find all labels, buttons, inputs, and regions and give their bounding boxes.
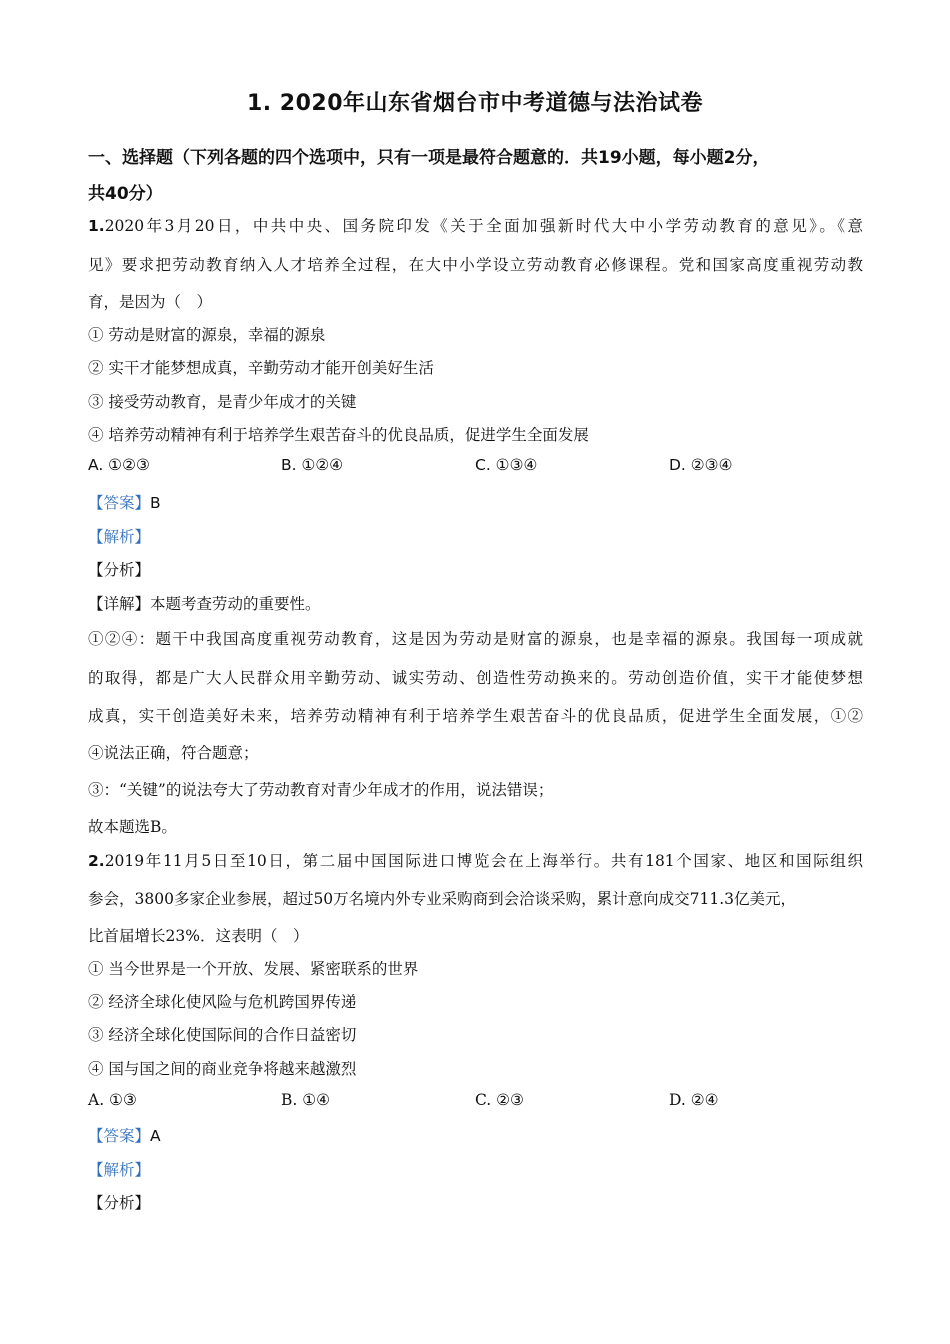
q1-stem-line1 [88, 214, 863, 236]
section-heading-line1: 一、选择题（下列各题的四个选项中，只有一项是最符合题意的．共19小题，每小题2分， [88, 148, 770, 168]
q2-option-d: D. ②④ [669, 1091, 719, 1109]
q2-stem-line3: 比首届增长23%．这表明（ ） [88, 927, 309, 945]
q2-statement-3: ③ 经济全球化使国际间的合作日益密切 [88, 1026, 357, 1044]
q1-explanation-line5: ③：“关键”的说法夸大了劳动教育对青少年成才的作用，说法错误； [88, 781, 554, 799]
page-title: 1. 2020年山东省烟台市中考道德与法治试卷 [246, 91, 704, 116]
q2-statement-2: ② 经济全球化使风险与危机跨国界传递 [88, 993, 357, 1011]
section-heading-line2: 共40分） [88, 184, 163, 204]
q1-explanation-line3: 成真，实干创造美好未来，培养劳动精神有利于培养学生艰苦奋斗的优良品质，促进学生全面发展，①② [88, 707, 863, 725]
q2-number: 2. [88, 852, 105, 870]
q1-answer [88, 491, 161, 513]
q2-answer-label: 【答案】 [88, 1127, 151, 1145]
q2-statement-4: ④ 国与国之间的商业竞争将越来越激烈 [88, 1060, 357, 1078]
q1-answer-label: 【答案】 [88, 494, 151, 512]
q2-answer-value: A [150, 1127, 161, 1145]
q1-stem-text1: 2020年3月20日，中共中央、国务院印发《关于全面加强新时代大中小学劳动教育的意见》。《意 [104, 217, 863, 235]
q1-fenxi-label: 【分析】 [88, 561, 151, 579]
q1-option-d: D. ②③④ [669, 456, 733, 474]
q1-explanation-line1: ①②④：题干中我国高度重视劳动教育，这是因为劳动是财富的源泉，也是幸福的源泉。我国每一项成就 [88, 630, 863, 648]
q2-fenxi-label: 【分析】 [88, 1194, 151, 1212]
q1-option-b: B. ①②④ [281, 456, 344, 474]
q1-number: 1. [88, 217, 105, 235]
q2-statement-1: ① 当今世界是一个开放、发展、紧密联系的世界 [88, 960, 419, 978]
q2-option-c: C. ②③ [475, 1091, 524, 1109]
q1-detail-text: 本题考查劳动的重要性。 [150, 595, 321, 613]
q1-explanation-line6: 故本题选B。 [88, 818, 177, 836]
q1-option-a: A. ①②③ [88, 456, 150, 474]
q2-answer [88, 1124, 161, 1146]
q1-statement-1: ① 劳动是财富的源泉，幸福的源泉 [88, 326, 326, 344]
q1-statement-4: ④ 培养劳动精神有利于培养学生艰苦奋斗的优良品质，促进学生全面发展 [88, 426, 589, 444]
q1-detail-label: 【详解】 [88, 595, 151, 613]
q1-jiexi-label: 【解析】 [88, 528, 151, 546]
q1-explanation-line4: ④说法正确，符合题意； [88, 744, 259, 762]
q2-option-b: B. ①④ [281, 1091, 331, 1109]
q2-stem-line1 [88, 849, 863, 871]
q2-stem-line2: 参会，3800多家企业参展，超过50万名境内外专业采购商到会洽谈采购，累计意向成交711.3亿美元， [88, 890, 797, 908]
q1-stem-line3: 育，是因为（ ） [88, 293, 213, 311]
q1-explanation-line2: 的取得，都是广大人民群众用辛勤劳动、诚实劳动、创造性劳动换来的。劳动创造价值，实干才能使梦想 [88, 669, 863, 687]
q1-detail [88, 592, 321, 614]
q2-jiexi-label: 【解析】 [88, 1161, 151, 1179]
q2-stem-text1: 2019年11月5日至10日，第二届中国国际进口博览会在上海举行。共有181个国家、地区和国际组织 [104, 852, 863, 870]
q1-answer-value: B [150, 494, 161, 512]
q1-statement-2: ② 实干才能梦想成真，辛勤劳动才能开创美好生活 [88, 359, 434, 377]
q1-statement-3: ③ 接受劳动教育，是青少年成才的关键 [88, 393, 357, 411]
q1-stem-line2: 见》要求把劳动教育纳入人才培养全过程，在大中小学设立劳动教育必修课程。党和国家高度重视劳动教 [88, 256, 863, 274]
q1-option-c: C. ①③④ [475, 456, 538, 474]
q2-option-a: A. ①③ [88, 1091, 137, 1109]
